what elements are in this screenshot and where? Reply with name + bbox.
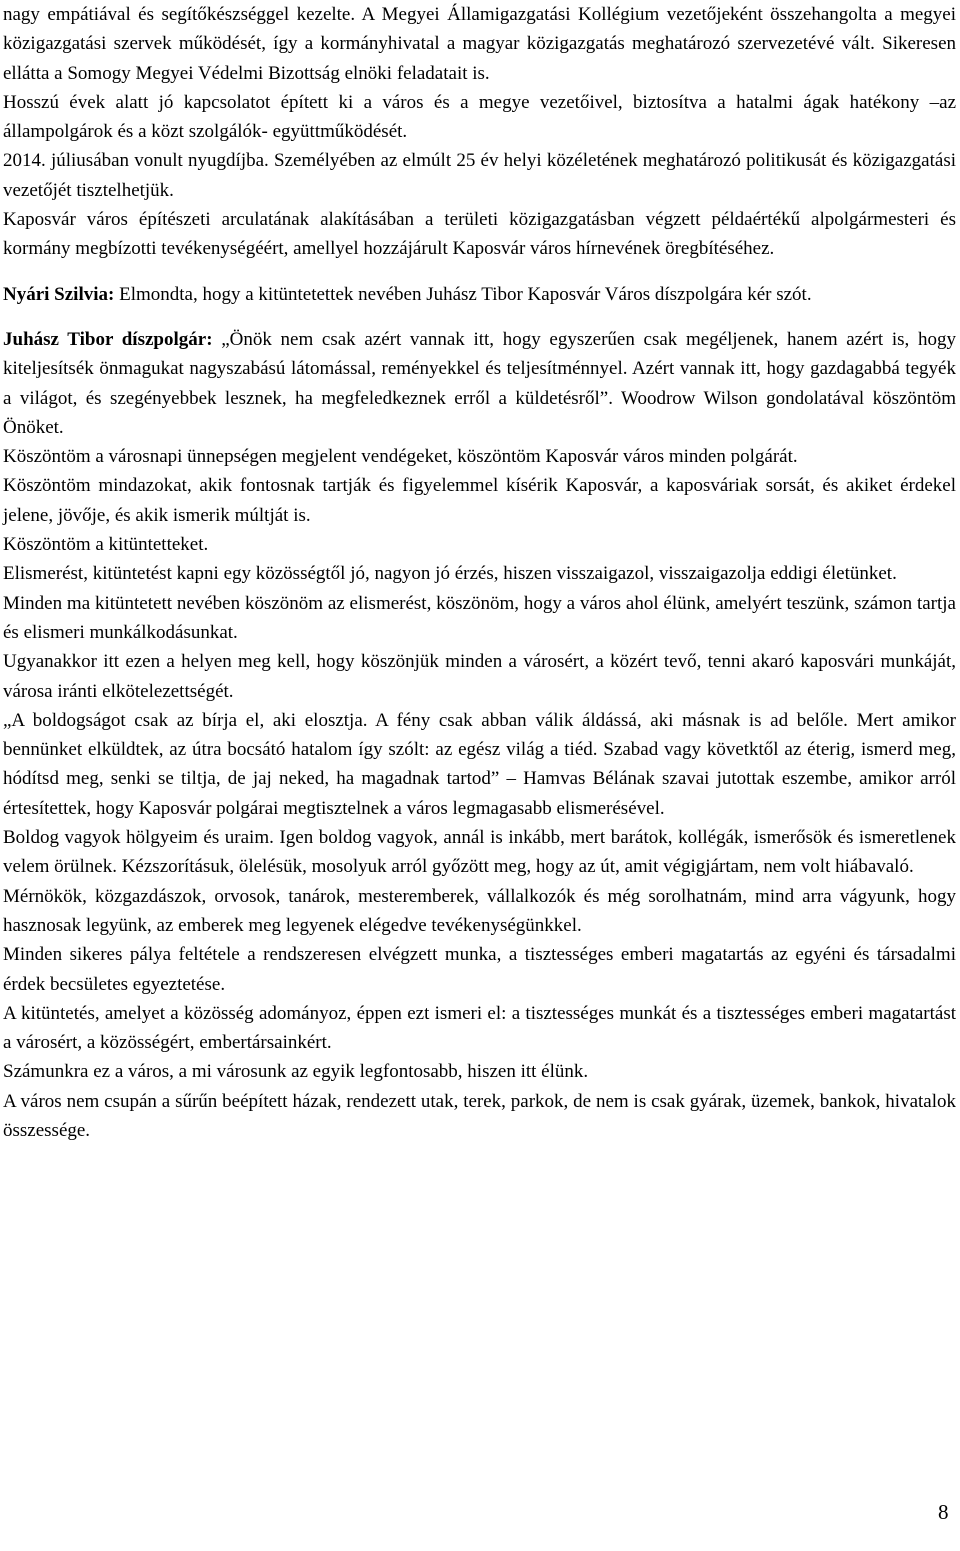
speech-juhasz-tibor	[3, 325, 956, 442]
speech-text: Elmondta, hogy a kitüntetettek nevében Juhász Tibor Kaposvár Város díszpolgára kér szót.	[114, 283, 812, 305]
speech-nyari-szilvia	[3, 280, 956, 309]
speech-paragraph: Köszöntöm a kitüntetteket.	[3, 534, 209, 556]
speech-paragraph: Boldog vagyok hölgyeim és uraim. Igen boldog vagyok, annál is inkább, mert barátok, kollégák, ismerősök és ismeretlenek velem örülnek. Kézszorításuk, ölelésük, mosolyuk arról győzött meg, hogy az út, amit végigjártam, nem volt hiábavaló.	[3, 827, 956, 878]
paragraph-intro-4: Kaposvár város építészeti arculatának alakításában a területi közigazgatásban végzett példaértékű alpolgármesteri és kormány megbízotti tevékenységéért, amellyel hozzájárult Kaposvár város hírnevének öregbítéséhez.	[3, 209, 956, 260]
speech-text: „Önök nem csak azért vannak itt, hogy egyszerűen csak megéljenek, hanem azért is, hogy kiteljesítsék önmagukat nagyszabású látomással, reményekkel és teljesítménnyel. Azért vannak itt, hogy gazdagabbá tegyék a világot, és szegényebbek lesznek, ha megfeledkeznek erről a küldetésről”. Woodrow Wilson gondolatával köszöntöm Önöket.	[3, 328, 956, 438]
speech-paragraph: Köszöntöm mindazokat, akik fontosnak tartják és figyelemmel kísérik Kaposvár, a kaposváriak sorsát, és akiket érdekel jelene, jövője, és akik ismerik múltját is.	[3, 475, 956, 526]
document-body	[3, 0, 956, 1145]
speech-paragraph: Minden ma kitüntetett nevében köszönöm az elismerést, köszönöm, hogy a város ahol élünk, amelyért teszünk, számon tartja és elismeri munkálkodásunkat.	[3, 592, 956, 643]
paragraph-intro-1: nagy empátiával és segítőkészséggel kezelte. A Megyei Államigazgatási Kollégium vezetőjeként összehangolta a megyei közigazgatási szervek működését, így a kormányhivatal a magyar közigazgatás meghatározó szervezetévé vált. Sikeresen ellátta a Somogy Megyei Védelmi Bizottság elnöki feladatait is.	[3, 4, 956, 84]
speech-paragraph: Minden sikeres pálya feltétele a rendszeresen elvégzett munka, a tisztességes emberi magatartás az egyéni és társadalmi érdek becsületes egyeztetése.	[3, 944, 956, 995]
paragraph-intro-3: 2014. júliusában vonult nyugdíjba. Személyében az elmúlt 25 év helyi közéletének meghatározó politikusát és közigazgatási vezetőjét tisztelhetjük.	[3, 150, 956, 201]
page-number: 8	[938, 1500, 949, 1524]
speech-paragraph: Mérnökök, közgazdászok, orvosok, tanárok, mesteremberek, vállalkozók és még sorolhatnám, mind arra vágyunk, hogy hasznosak legyünk, az emberek meg legyenek elégedve tevékenységünkkel.	[3, 885, 956, 936]
speaker-name: Juhász Tibor díszpolgár:	[3, 328, 213, 350]
speech-paragraph: A kitüntetés, amelyet a közösség adományoz, éppen ezt ismeri el: a tisztességes munkát és a tisztességes emberi magatartást a városért, a közösségért, embertársainkért.	[3, 1002, 956, 1054]
speech-paragraph: Ugyanakkor itt ezen a helyen meg kell, hogy köszönjük minden a városért, a közért tevő, tenni akaró kaposvári munkáját, városa iránti elkötelezettségét.	[3, 651, 956, 702]
paragraph-intro-2: Hosszú évek alatt jó kapcsolatot épített ki a város és a megye vezetőivel, biztosítva a hatalmi ágak hatékony –az állampolgárok és a közt szolgálók- együttműködését.	[3, 91, 956, 143]
speech-paragraph: A város nem csupán a sűrűn beépített házak, rendezett utak, terek, parkok, de nem is csak gyárak, üzemek, bankok, hivatalok összessége.	[3, 1090, 956, 1141]
speech-paragraph: Elismerést, kitüntetést kapni egy közösségtől jó, nagyon jó érzés, hiszen visszaigazol, visszaigazolja eddigi életünket.	[3, 563, 897, 585]
speech-paragraph: Köszöntöm a városnapi ünnepségen megjelent vendégeket, köszöntöm Kaposvár város minden polgárát.	[3, 446, 798, 468]
speech-paragraph: „A boldogságot csak az bírja el, aki elosztja. A fény csak abban válik áldássá, aki másnak is ad belőle. Mert amikor bennünket elküldtek, az útra bocsátó hatalom így szólt: az egész világ a tiéd. Szabad vagy követktől az éterig, ismerd meg, hódítsd meg, senki se tiltja, de jaj neked, ha magadnak tartod” – Hamvas Bélának szavai jutottak eszembe, amikor arról értesítettek, hogy Kaposvár polgárai megtisztelnek a város legmagasabb elismerésével.	[3, 709, 956, 819]
speaker-name: Nyári Szilvia:	[3, 283, 115, 305]
speech-paragraph: Számunkra ez a város, a mi városunk az egyik legfontosabb, hiszen itt élünk.	[3, 1061, 589, 1083]
